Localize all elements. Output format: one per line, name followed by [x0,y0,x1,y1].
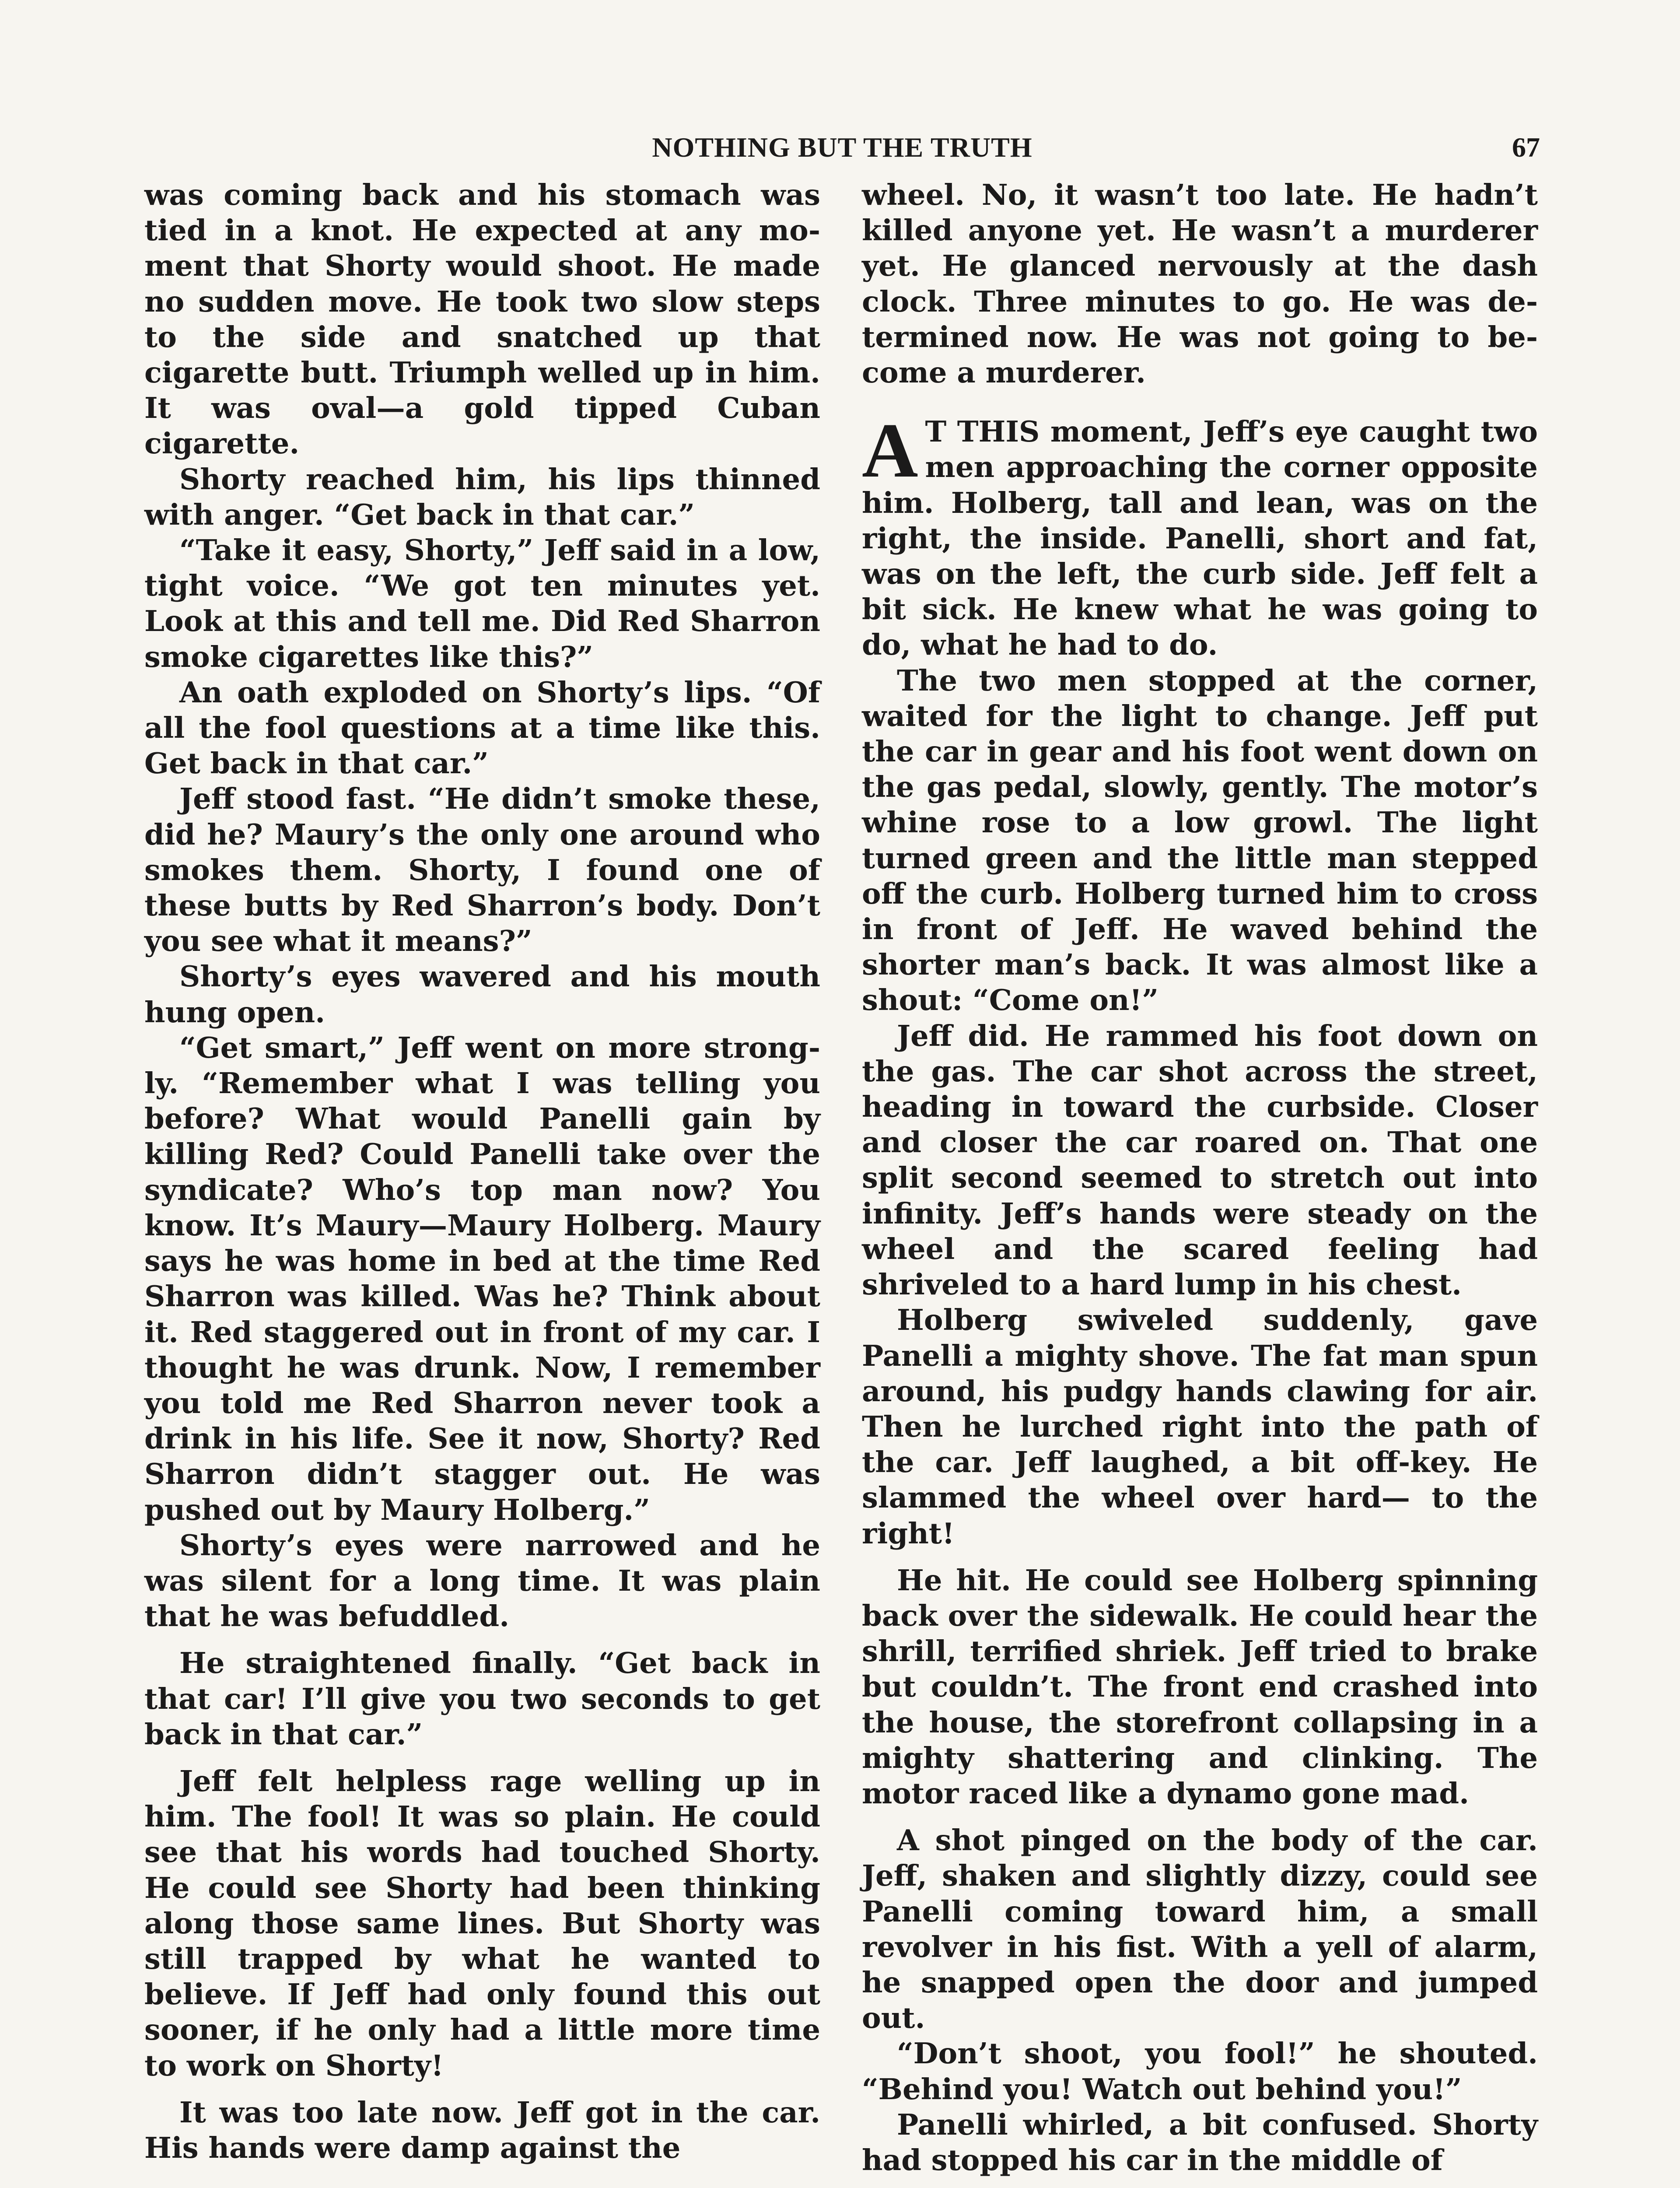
paragraph: He hit. He could see Holberg spinning back over the sidewalk. He could hear the shrill, terrified shriek. Jeff tried to brake but couldn’t. The front end crashed into the house, the storefront collapsing in a mighty shattering and clinking. The motor raced like a dynamo gone mad. [862,1563,1538,1810]
paragraph: “Take it easy, Shorty,” Jeff said in a low, tight voice. “We got ten minutes yet. Look at this and tell me. Did Red Sharron smoke cigarettes like this?” [144,533,820,674]
paragraph: “Get smart,” Jeff went on more strongly. “Remember what I was telling you before? What would Panelli gain by killing Red? Could Panelli take over the syndicate? Who’s top man now? You know. It’s Maury—Maury Holberg. Maury says he was home in bed at the time Red Sharron was killed. Was he? Think about it. Red staggered out in front of my car. I thought he was drunk. Now, I remember you told me Red Sharron never took a drink in his life. See it now, Shorty? Red Sharron didn’t stagger out. He was pushed out by Maury Holberg.” [144,1031,820,1527]
paragraph: Panelli whirled, a bit confused. Shorty had stopped his car in the middle of [862,2107,1538,2177]
right-column [862,177,1538,2178]
running-head: NOTHING BUT THE TRUTH [652,132,1032,163]
dropcap-paragraph [862,407,1538,663]
paragraph: The two men stopped at the corner, waited for the light to change. Jeff put the car in gear and his foot went down on the gas pedal, slowly, gently. The motor’s whine rose to a low growl. The light turned green and the little man stepped off the curb. Holberg turned him to cross in front of Jeff. He waved behind the shorter man’s back. It was almost like a shout: “Come on!” [862,663,1538,1017]
page-header [144,131,1540,171]
paragraph: He straightened finally. “Get back in that car! I’ll give you two seconds to get back in that car.” [144,1646,820,1751]
paragraph: Jeff stood fast. “He didn’t smoke these, did he? Maury’s the only one around who smokes them. Shorty, I found one of these butts by Red Sharron’s body. Don’t you see what it means?” [144,782,820,958]
paragraph: wheel. No, it wasn’t too late. He hadn’t killed anyone yet. He wasn’t a murderer yet. He glanced nervously at the dash clock. Three minutes to go. He was determined now. He was not going to become a murderer. [862,178,1538,390]
paragraph: Holberg swiveled suddenly, gave Panelli a mighty shove. The fat man spun around, his pudgy hands clawing for air. Then he lurched right into the path of the car. Jeff laughed, a bit off-key. He slammed the wheel over hard— to the right! [862,1303,1538,1550]
paragraph: Jeff did. He rammed his foot down on the gas. The car shot across the street, heading in toward the curbside. Closer and closer the car roared on. That one split second seemed to stretch out into infinity. Jeff’s hands were steady on the wheel and the scared feeling had shriveled to a hard lump in his chest. [862,1019,1538,1302]
paragraph: It was too late now. Jeff got in the car. His hands were damp against the [144,2095,820,2165]
page-number: 67 [1512,132,1540,163]
paragraph: An oath exploded on Shorty’s lips. “Of all the fool questions at a time like this. Get back in that car.” [144,675,820,781]
paragraph: A shot pinged on the body of the car. Jeff, shaken and slightly dizzy, could see Panelli coming toward him, a small revolver in his fist. With a yell of alarm, he snapped open the door and jumped out. [862,1823,1538,2035]
paragraph: Jeff felt helpless rage welling up in him. The fool! It was so plain. He could see that his words had touched Shorty. He could see Shorty had been thinking along those same lines. But Shorty was still trapped by what he wanted to believe. If Jeff had only found this out sooner, if he only had a little more time to work on Shorty! [144,1764,820,2083]
dropcap-paragraph-text: T THIS moment, Jeff’s eye caught two men approaching the corner opposite him. Holberg, tall and lean, was on the right, the inside. Panelli, short and fat, was on the left, the curb side. Jeff felt a bit sick. He knew what he was going to do, what he had to do. [862,415,1538,662]
paragraph: was coming back and his stomach was tied in a knot. He expected at any moment that Shorty would shoot. He made no sudden move. He took two slow steps to the side and snatched up that cigarette butt. Triumph welled up in him. It was oval—a gold tipped Cuban cigarette. [144,178,820,461]
paragraph: Shorty’s eyes were narrowed and he was silent for a long time. It was plain that he was befuddled. [144,1528,820,1634]
paragraph: Shorty reached him, his lips thinned with anger. “Get back in that car.” [144,462,820,532]
left-column [144,177,820,2166]
paragraph: Shorty’s eyes wavered and his mouth hung open. [144,960,820,1029]
drop-cap: A [862,407,918,494]
paragraph: “Don’t shoot, you fool!” he shouted. “Behind you! Watch out behind you!” [862,2037,1538,2106]
